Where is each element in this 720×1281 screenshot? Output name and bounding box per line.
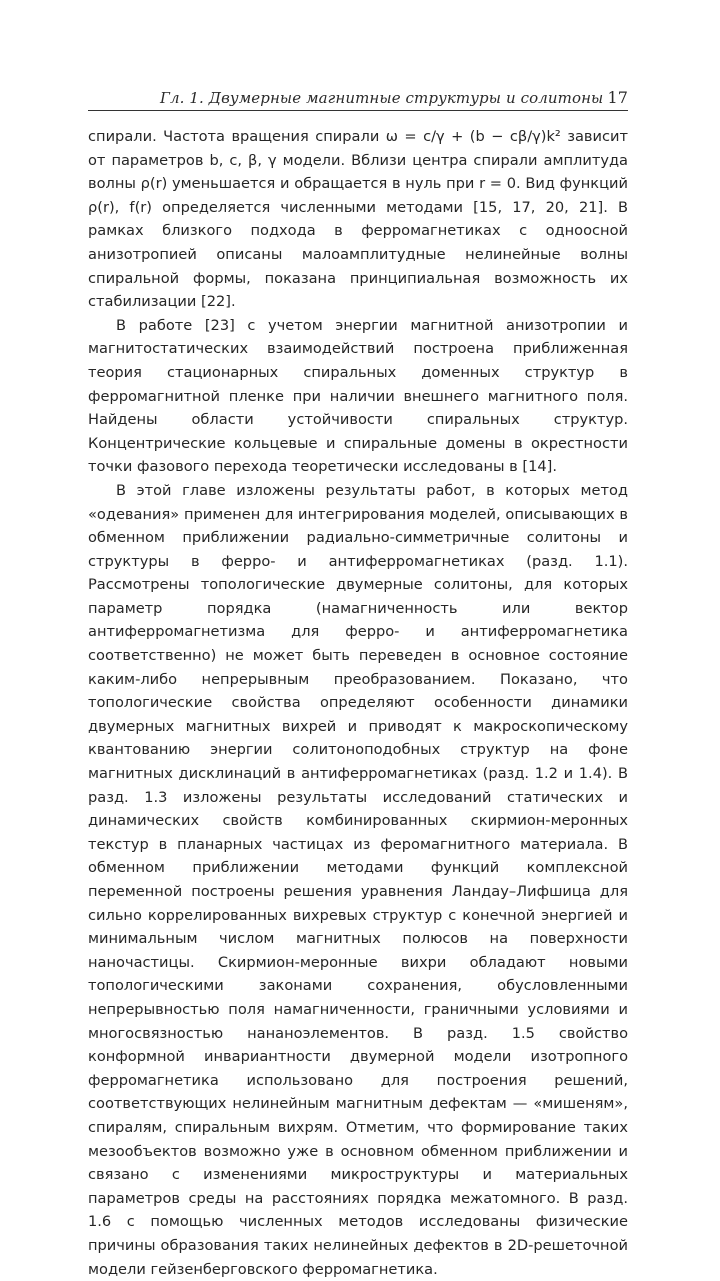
paragraph-2: В работе [23] с учетом энергии магнитной анизотропии и магнитостатических взаимодействий построена приближенная теория стационарных спиральных доменных структур в ферромагнитной пленке при наличии внешнего магнитного поля. Найдены области устойчивости спиральных структур. Концентрические кольцевые и спиральные домены в окрестности точки фазового перехода теоретически исследованы в [14]. bbox=[88, 316, 628, 476]
running-head bbox=[88, 88, 628, 111]
page-number: 17 bbox=[607, 88, 628, 107]
body-text bbox=[88, 125, 628, 1281]
chapter-title: Гл. 1. Двумерные магнитные структуры и солитоны bbox=[160, 89, 604, 107]
book-page bbox=[88, 88, 628, 1281]
paragraph-3: В этой главе изложены результаты работ, в которых метод «одевания» применен для интегрирования моделей, описывающих в обменном приближении радиально-симметричные солитоны и структуры в ферро- и антиферромагнетиках (разд. 1.1). Рассмотрены топологические двумерные солитоны, для которых параметр порядка (намагниченность или вектор антиферромагнетизма для ферро- и антиферромагнетика соответственно) не может быть переведен в основное состояние каким-либо непрерывным преобразованием. Показано, что топологические свойства определяют особенности динамики двумерных магнитных вихрей и приводят к макроскопическому квантованию энергии солитоноподобных структур на фоне магнитных дисклинаций в антиферромагнетиках (разд. 1.2 и 1.4). В разд. 1.3 изложены результаты исследований статических и динамических свойств комбинированных скирмион-меронных текстур в планарных частицах из феромагнитного материала. В обменном приближении методами функций комплексной переменной построены решения уравнения Ландау–Лифшица для сильно коррелированных вихревых структур с конечной энергией и минимальным числом магнитных полюсов на поверхности наночастицы. Скирмион-меронные вихри обладают новыми топологическими законами сохранения, обусловленными непрерывностью поля намагниченности, граничными условиями и многосвязностью нананоэлементов. В разд. 1.5 свойство конформной инвариантности двумерной модели изотропного ферромагнетика использовано для построения решений, соответствующих нелинейным магнитным дефектам — «мишеням», спиралям, спиральным вихрям. Отметим, что формирование таких мезообъектов возможно уже в основном обменном приближении и связано с изменениями микроструктуры и материальных параметров среды на расстояниях порядка межатомного. В разд. 1.6 с помощью численных методов исследованы физические причины образования таких нелинейных дефектов в 2D-решеточной модели гейзенберговского ферромагнетика. bbox=[88, 481, 628, 1278]
paragraph-1: спирали. Частота вращения спирали ω = c/γ + (b − cβ/γ)k² зависит от параметров b, c, β, γ модели. Вблизи центра спирали амплитуда волны ρ(r) уменьшается и обращается в нуль при r = 0. Вид функций ρ(r), f(r) определяется численными методами [15, 17, 20, 21]. В рамках близкого подхода в ферромагнетиках с одноосной анизотропией описаны малоамплитудные нелинейные волны спиральной формы, показана принципиальная возможность их стабилизации [22]. bbox=[88, 128, 628, 311]
